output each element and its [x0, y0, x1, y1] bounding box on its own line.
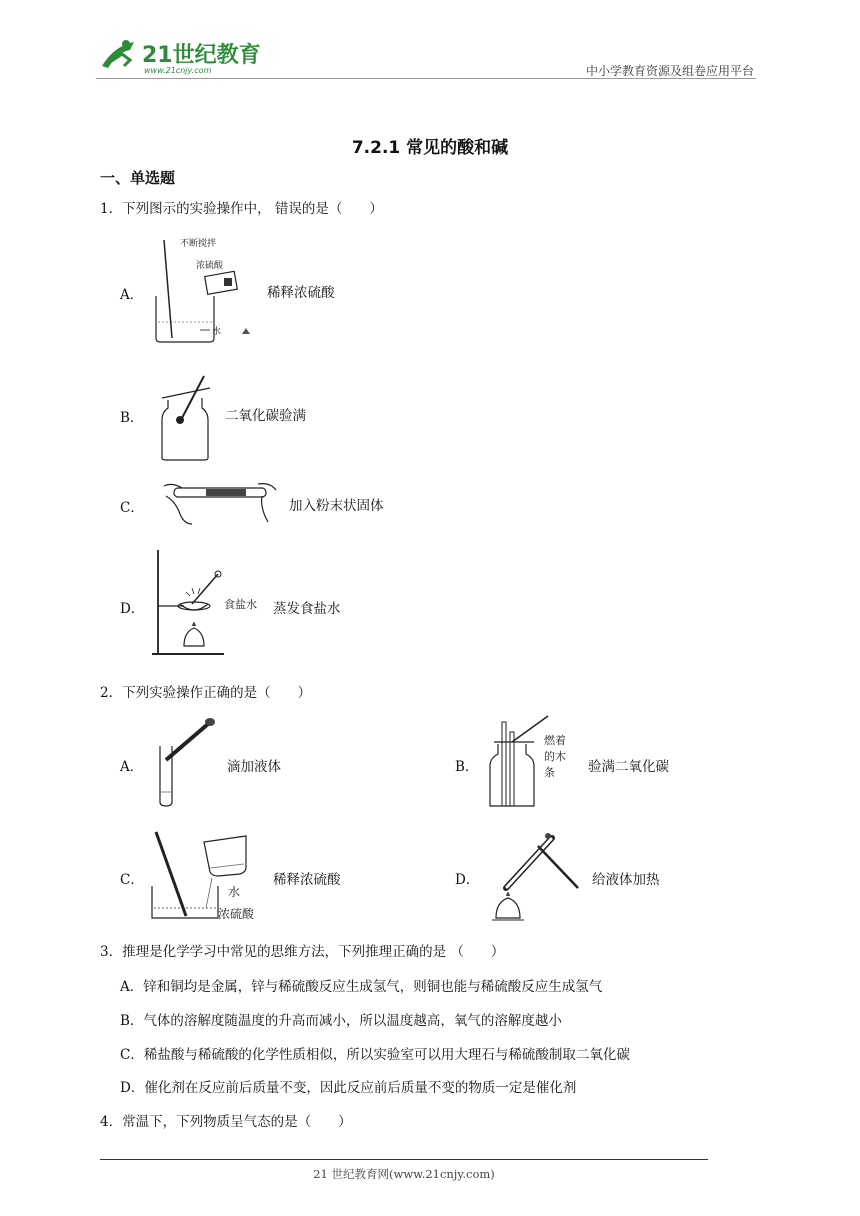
q2-a-figure [154, 714, 220, 810]
q1-a-label-water: 水 [212, 327, 222, 337]
header-divider [96, 78, 756, 79]
header-platform-text: 中小学教育资源及组卷应用平台 [585, 64, 754, 78]
page-title: 7.2.1 常见的酸和碱 [351, 138, 509, 158]
q2-c-figure [146, 828, 264, 924]
q1-a-figure [150, 234, 260, 346]
q1-stem: 1．下列图示的实验操作中， 错误的是（ ） [100, 201, 383, 217]
q2-option-c-caption: 稀释浓硫酸 [273, 872, 341, 888]
q1-d-label-saltwater: 食盐水 [224, 598, 257, 611]
q1-a-label-acid: 浓硫酸 [196, 261, 224, 271]
q2-option-d-letter: D． [455, 872, 480, 888]
q1-option-c-caption: 加入粉末状固体 [289, 498, 384, 514]
q1-option-b-caption: 二氧化碳验满 [225, 408, 306, 424]
q1-a-label-stir: 不断搅拌 [180, 239, 217, 249]
q3-option-b: B．气体的溶解度随温度的升高而减小，所以温度越高，氧气的溶解度越小 [120, 1013, 562, 1029]
q2-c-label-acid: 浓硫酸 [218, 907, 255, 921]
q2-c-label-water: 水 [228, 885, 241, 899]
q1-option-d-letter: D． [120, 601, 145, 617]
q2-option-b-caption: 验满二氧化碳 [588, 759, 669, 775]
q3-option-c: C．稀盐酸与稀硫酸的化学性质相似，所以实验室可以用大理石与稀硫酸制取二氧化碳 [120, 1047, 630, 1063]
logo-url: www.21cnjy.com [144, 66, 212, 75]
logo-text: 21世纪教育 [142, 43, 261, 68]
q3-option-a: A．锌和铜均是金属，锌与稀硫酸反应生成氢气，则铜也能与稀硫酸反应生成氢气 [120, 979, 603, 995]
q3-option-d: D．催化剂在反应前后质量不变，因此反应前后质量不变的物质一定是催化剂 [120, 1080, 577, 1096]
q2-b-label-2: 的木 [544, 750, 566, 763]
q1-c-figure [162, 478, 278, 528]
q1-d-figure [148, 546, 268, 660]
q2-option-d-caption: 给液体加热 [592, 872, 660, 888]
section-heading: 一、单选题 [100, 169, 176, 187]
q4-stem: 4．常温下，下列物质呈气态的是（ ） [100, 1114, 352, 1130]
footer-text: 21 世纪教育网(www.21cnjy.com) [313, 1167, 495, 1181]
q2-b-label-3: 条 [544, 766, 555, 779]
q1-option-a-letter: A． [120, 287, 144, 303]
q2-option-a-letter: A． [120, 759, 144, 775]
q2-option-b-letter: B． [455, 759, 479, 775]
q1-option-c-letter: C． [120, 500, 144, 516]
q2-stem: 2．下列实验操作正确的是（ ） [100, 685, 312, 701]
q2-option-c-letter: C． [120, 872, 144, 888]
q1-option-a-caption: 稀释浓硫酸 [267, 285, 335, 301]
q2-b-figure [486, 714, 586, 810]
footer-divider [100, 1159, 708, 1160]
site-logo [96, 36, 266, 76]
q2-option-a-caption: 滴加液体 [227, 759, 281, 775]
q1-b-figure [156, 372, 216, 464]
q2-d-figure [482, 828, 586, 924]
q3-stem: 3．推理是化学学习中常见的思维方法，下列推理正确的是 （ ） [100, 944, 505, 960]
q1-option-b-letter: B． [120, 410, 144, 426]
q1-option-d-caption: 蒸发食盐水 [273, 601, 341, 617]
q2-b-label-1: 燃着 [544, 734, 566, 747]
